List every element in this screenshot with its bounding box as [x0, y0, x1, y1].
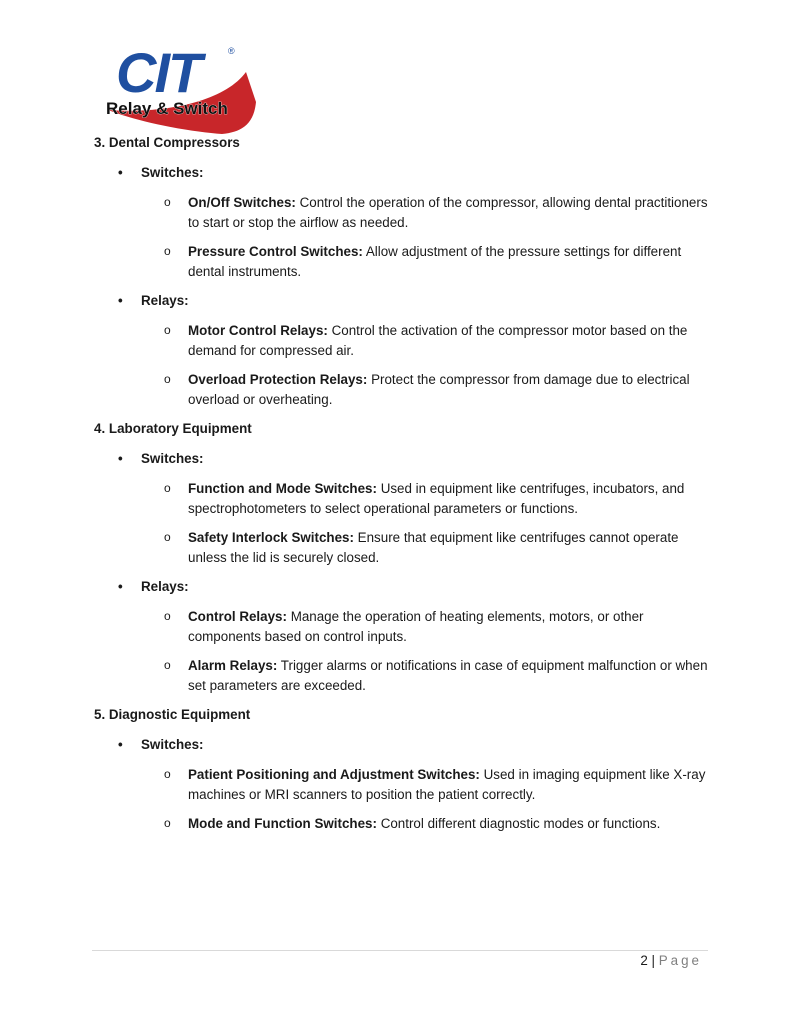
- bullet-group-label: [94, 449, 710, 469]
- list-item: [94, 479, 710, 518]
- page-label: Page: [658, 953, 702, 968]
- bullet-circle-icon: o: [164, 323, 171, 337]
- list-item: [94, 528, 710, 567]
- group-label-text: Relays:: [141, 579, 189, 594]
- list-item: [94, 370, 710, 409]
- page-footer: [640, 953, 702, 968]
- item-term: Motor Control Relays:: [188, 323, 328, 338]
- item-description: Control different diagnostic modes or functions.: [376, 816, 661, 831]
- item-description: Used in equipment like centrifuges, incubators, and spectrophotometers to select operational parameters or functions.: [188, 481, 685, 516]
- bullet-group-label: [94, 735, 710, 755]
- bullet-circle-icon: o: [164, 195, 171, 209]
- page-number: 2: [640, 953, 648, 968]
- logo-registered-mark: ®: [228, 46, 235, 56]
- logo-sub-text: Relay & Switch: [106, 99, 228, 118]
- bullet-group-label: [94, 291, 710, 311]
- bullet-circle-icon: o: [164, 658, 171, 672]
- group-label-text: Switches:: [141, 737, 204, 752]
- bullet-group-label: [94, 163, 710, 183]
- item-term: On/Off Switches:: [188, 195, 296, 210]
- list-item: [94, 321, 710, 360]
- bullet-circle-icon: o: [164, 767, 171, 781]
- group-label-text: Relays:: [141, 293, 189, 308]
- list-item: [94, 656, 710, 695]
- bullet-circle-icon: o: [164, 481, 171, 495]
- bullet-circle-icon: o: [164, 816, 171, 830]
- item-term: Pressure Control Switches:: [188, 244, 363, 259]
- section-heading: 3. Dental Compressors: [94, 135, 240, 150]
- bullet-circle-icon: o: [164, 609, 171, 623]
- group-label-text: Switches:: [141, 451, 204, 466]
- item-description: Trigger alarms or notifications in case of equipment malfunction or when set parameters are exceeded.: [188, 658, 708, 693]
- item-description: Used in imaging equipment like X-ray machines or MRI scanners to position the patient correctly.: [188, 767, 706, 802]
- logo-main-text: CIT: [116, 44, 201, 104]
- footer-divider: [92, 950, 708, 951]
- list-item: [94, 814, 710, 834]
- list-item: [94, 193, 710, 232]
- group-label-text: Switches:: [141, 165, 204, 180]
- bullet-dot-icon: •: [118, 579, 123, 594]
- item-description: Ensure that equipment like centrifuges cannot operate unless the lid is securely closed.: [188, 530, 679, 565]
- section-heading: 5. Diagnostic Equipment: [94, 707, 251, 722]
- item-description: Allow adjustment of the pressure settings for different dental instruments.: [188, 244, 682, 279]
- item-term: Overload Protection Relays:: [188, 372, 368, 387]
- bullet-dot-icon: •: [118, 165, 123, 180]
- document-body: [94, 133, 710, 844]
- bullet-circle-icon: o: [164, 244, 171, 258]
- item-description: Protect the compressor from damage due to electrical overload or overheating.: [188, 372, 690, 407]
- item-term: Alarm Relays:: [188, 658, 278, 673]
- item-description: Manage the operation of heating elements, motors, or other components based on control inputs.: [188, 609, 644, 644]
- company-logo: [104, 44, 256, 136]
- bullet-group-label: [94, 577, 710, 597]
- list-item: [94, 242, 710, 281]
- item-term: Control Relays:: [188, 609, 287, 624]
- bullet-circle-icon: o: [164, 530, 171, 544]
- footer-separator: |: [647, 953, 659, 968]
- section-heading: 4. Laboratory Equipment: [94, 421, 252, 436]
- item-term: Function and Mode Switches:: [188, 481, 377, 496]
- bullet-circle-icon: o: [164, 372, 171, 386]
- item-term: Safety Interlock Switches:: [188, 530, 354, 545]
- bullet-dot-icon: •: [118, 293, 123, 308]
- item-term: Mode and Function Switches:: [188, 816, 377, 831]
- item-term: Patient Positioning and Adjustment Switches:: [188, 767, 480, 782]
- item-description: Control the activation of the compressor motor based on the demand for compressed air.: [188, 323, 688, 358]
- list-item: [94, 765, 710, 804]
- bullet-dot-icon: •: [118, 737, 123, 752]
- list-item: [94, 607, 710, 646]
- bullet-dot-icon: •: [118, 451, 123, 466]
- item-description: Control the operation of the compressor, allowing dental practitioners to start or stop the airflow as needed.: [188, 195, 708, 230]
